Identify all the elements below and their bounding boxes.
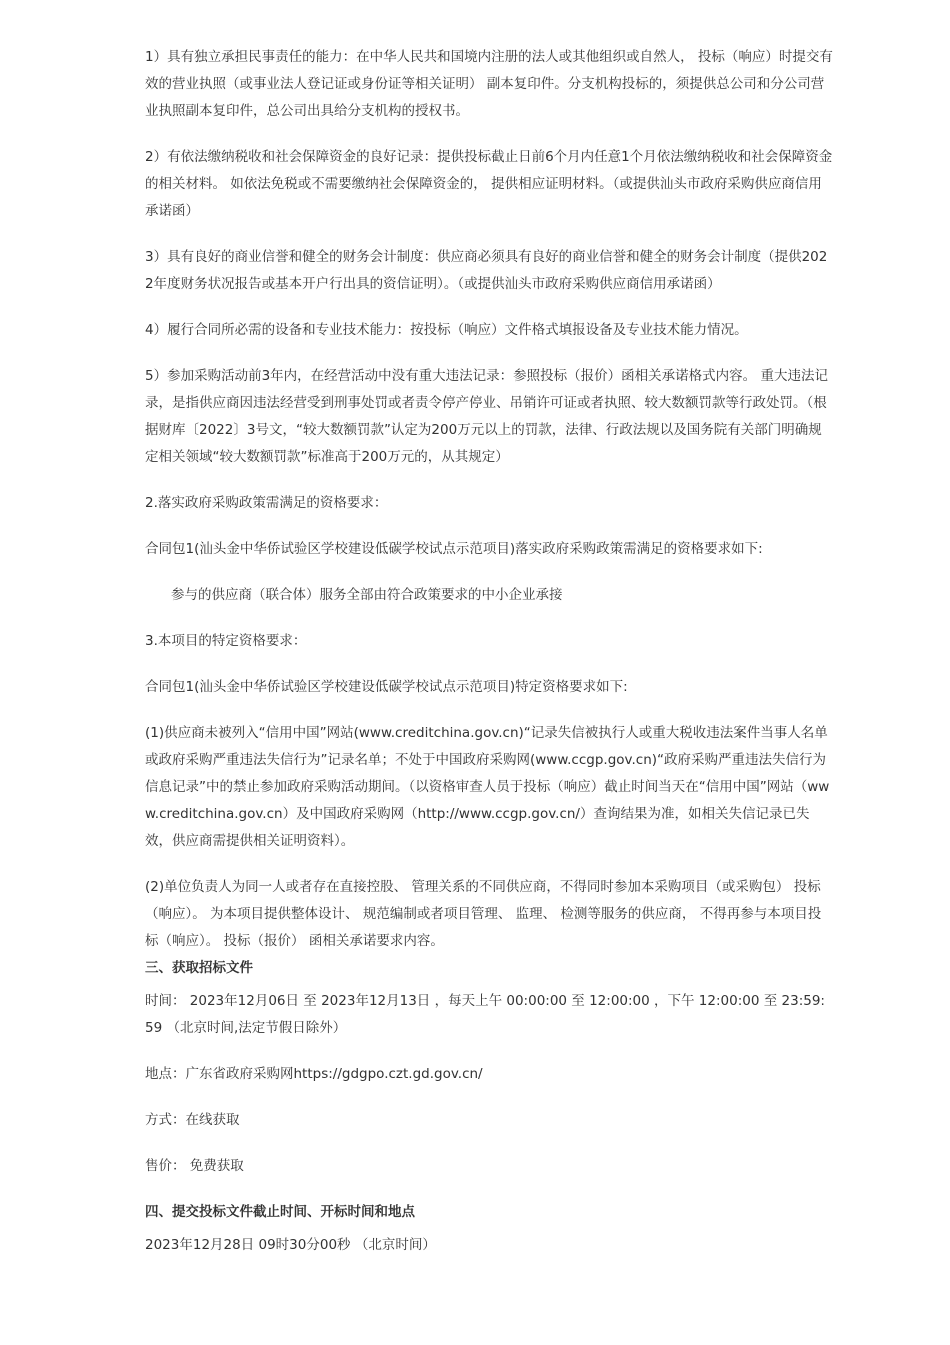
- obtain-price: 售价： 免费获取: [145, 1158, 244, 1174]
- obtain-location: 地点：广东省政府采购网https://gdgpo.czt.gd.gov.cn/: [145, 1066, 483, 1082]
- obtain-time: 时间： 2023年12月06日 至 2023年12月13日 ，每天上午 00:00:00 至 12:00:00 ，下午 12:00:00 至 23:59:59 （北京时间,法定节假日除外）: [145, 993, 825, 1036]
- deadline-heading: 四、提交投标文件截止时间、开标时间和地点: [145, 1204, 415, 1220]
- policy-package-line: 合同包1(汕头金中华侨试验区学校建设低碳学校试点示范项目)落实政府采购政策需满足的资格要求如下:: [145, 541, 763, 557]
- policy-detail: 参与的供应商（联合体）服务全部由符合政策要求的中小企业承接: [171, 587, 563, 603]
- qualification-item-4: 4）履行合同所必需的设备和专业技术能力：按投标（响应）文件格式填报设备及专业技术能力情况。: [145, 322, 748, 338]
- policy-requirements-title: 2.落实政府采购政策需满足的资格要求：: [145, 495, 388, 511]
- special-package-line: 合同包1(汕头金中华侨试验区学校建设低碳学校试点示范项目)特定资格要求如下:: [145, 679, 628, 695]
- special-requirements-title: 3.本项目的特定资格要求：: [145, 633, 307, 649]
- qualification-item-1: 1）具有独立承担民事责任的能力：在中华人民共和国境内注册的法人或其他组织或自然人， 投标（响应）时提交有效的营业执照（或事业法人登记证或身份证等相关证明） 副本复印件。分支机构投标的，须提供总公司和分公司营业执照副本复印件，总公司出具给分支机构的授权书。: [145, 49, 833, 119]
- obtain-method: 方式：在线获取: [145, 1112, 240, 1128]
- qualification-item-2: 2）有依法缴纳税收和社会保障资金的良好记录：提供投标截止日前6个月内任意1个月依法缴纳税收和社会保障资金的相关材料。 如依法免税或不需要缴纳社会保障资金的， 提供相应证明材料。（或提供汕头市政府采购供应商信用承诺函）: [145, 149, 833, 219]
- qualification-item-3: 3）具有良好的商业信誉和健全的财务会计制度：供应商必须具有良好的商业信誉和健全的财务会计制度（提供2022年度财务状况报告或基本开户行出具的资信证明）。（或提供汕头市政府采购供应商信用承诺函）: [145, 249, 828, 292]
- special-item-2: (2)单位负责人为同一人或者存在直接控股、 管理关系的不同供应商，不得同时参加本采购项目（或采购包） 投标（响应）。 为本项目提供整体设计、 规范编制或者项目管理、 监理、 检测等服务的供应商， 不得再参与本项目投标（响应）。 投标（报价） 函相关承诺要求内容。: [145, 879, 822, 949]
- deadline-time: 2023年12月28日 09时30分00秒 （北京时间）: [145, 1237, 436, 1253]
- qualification-item-5: 5）参加采购活动前3年内，在经营活动中没有重大违法记录：参照投标（报价）函相关承诺格式内容。 重大违法记录，是指供应商因违法经营受到刑事处罚或者责令停产停业、吊销许可证或者执照、较大数额罚款等行政处罚。（根据财库〔2022〕3号文，“较大数额罚款”认定为200万元以上的罚款，法律、行政法规以及国务院有关部门明确规定相关领域“较大数额罚款”标准高于200万元的，从其规定）: [145, 368, 828, 465]
- obtain-documents-heading: 三、获取招标文件: [145, 960, 253, 976]
- special-item-1: (1)供应商未被列入“信用中国”网站(www.creditchina.gov.cn)“记录失信被执行人或重大税收违法案件当事人名单或政府采购严重违法失信行为”记录名单；不处于中国政府采购网(www.ccgp.gov.cn)“政府采购严重违法失信行为信息记录”中的禁止参加政府采购活动期间。（以资格审查人员于投标（响应）截止时间当天在“信用中国”网站（www.creditchina.gov.cn）及中国政府采购网（http://www.ccgp.gov.cn/）查询结果为准，如相关失信记录已失效，供应商需提供相关证明资料）。: [145, 725, 830, 849]
- document-body: [145, 44, 833, 1278]
